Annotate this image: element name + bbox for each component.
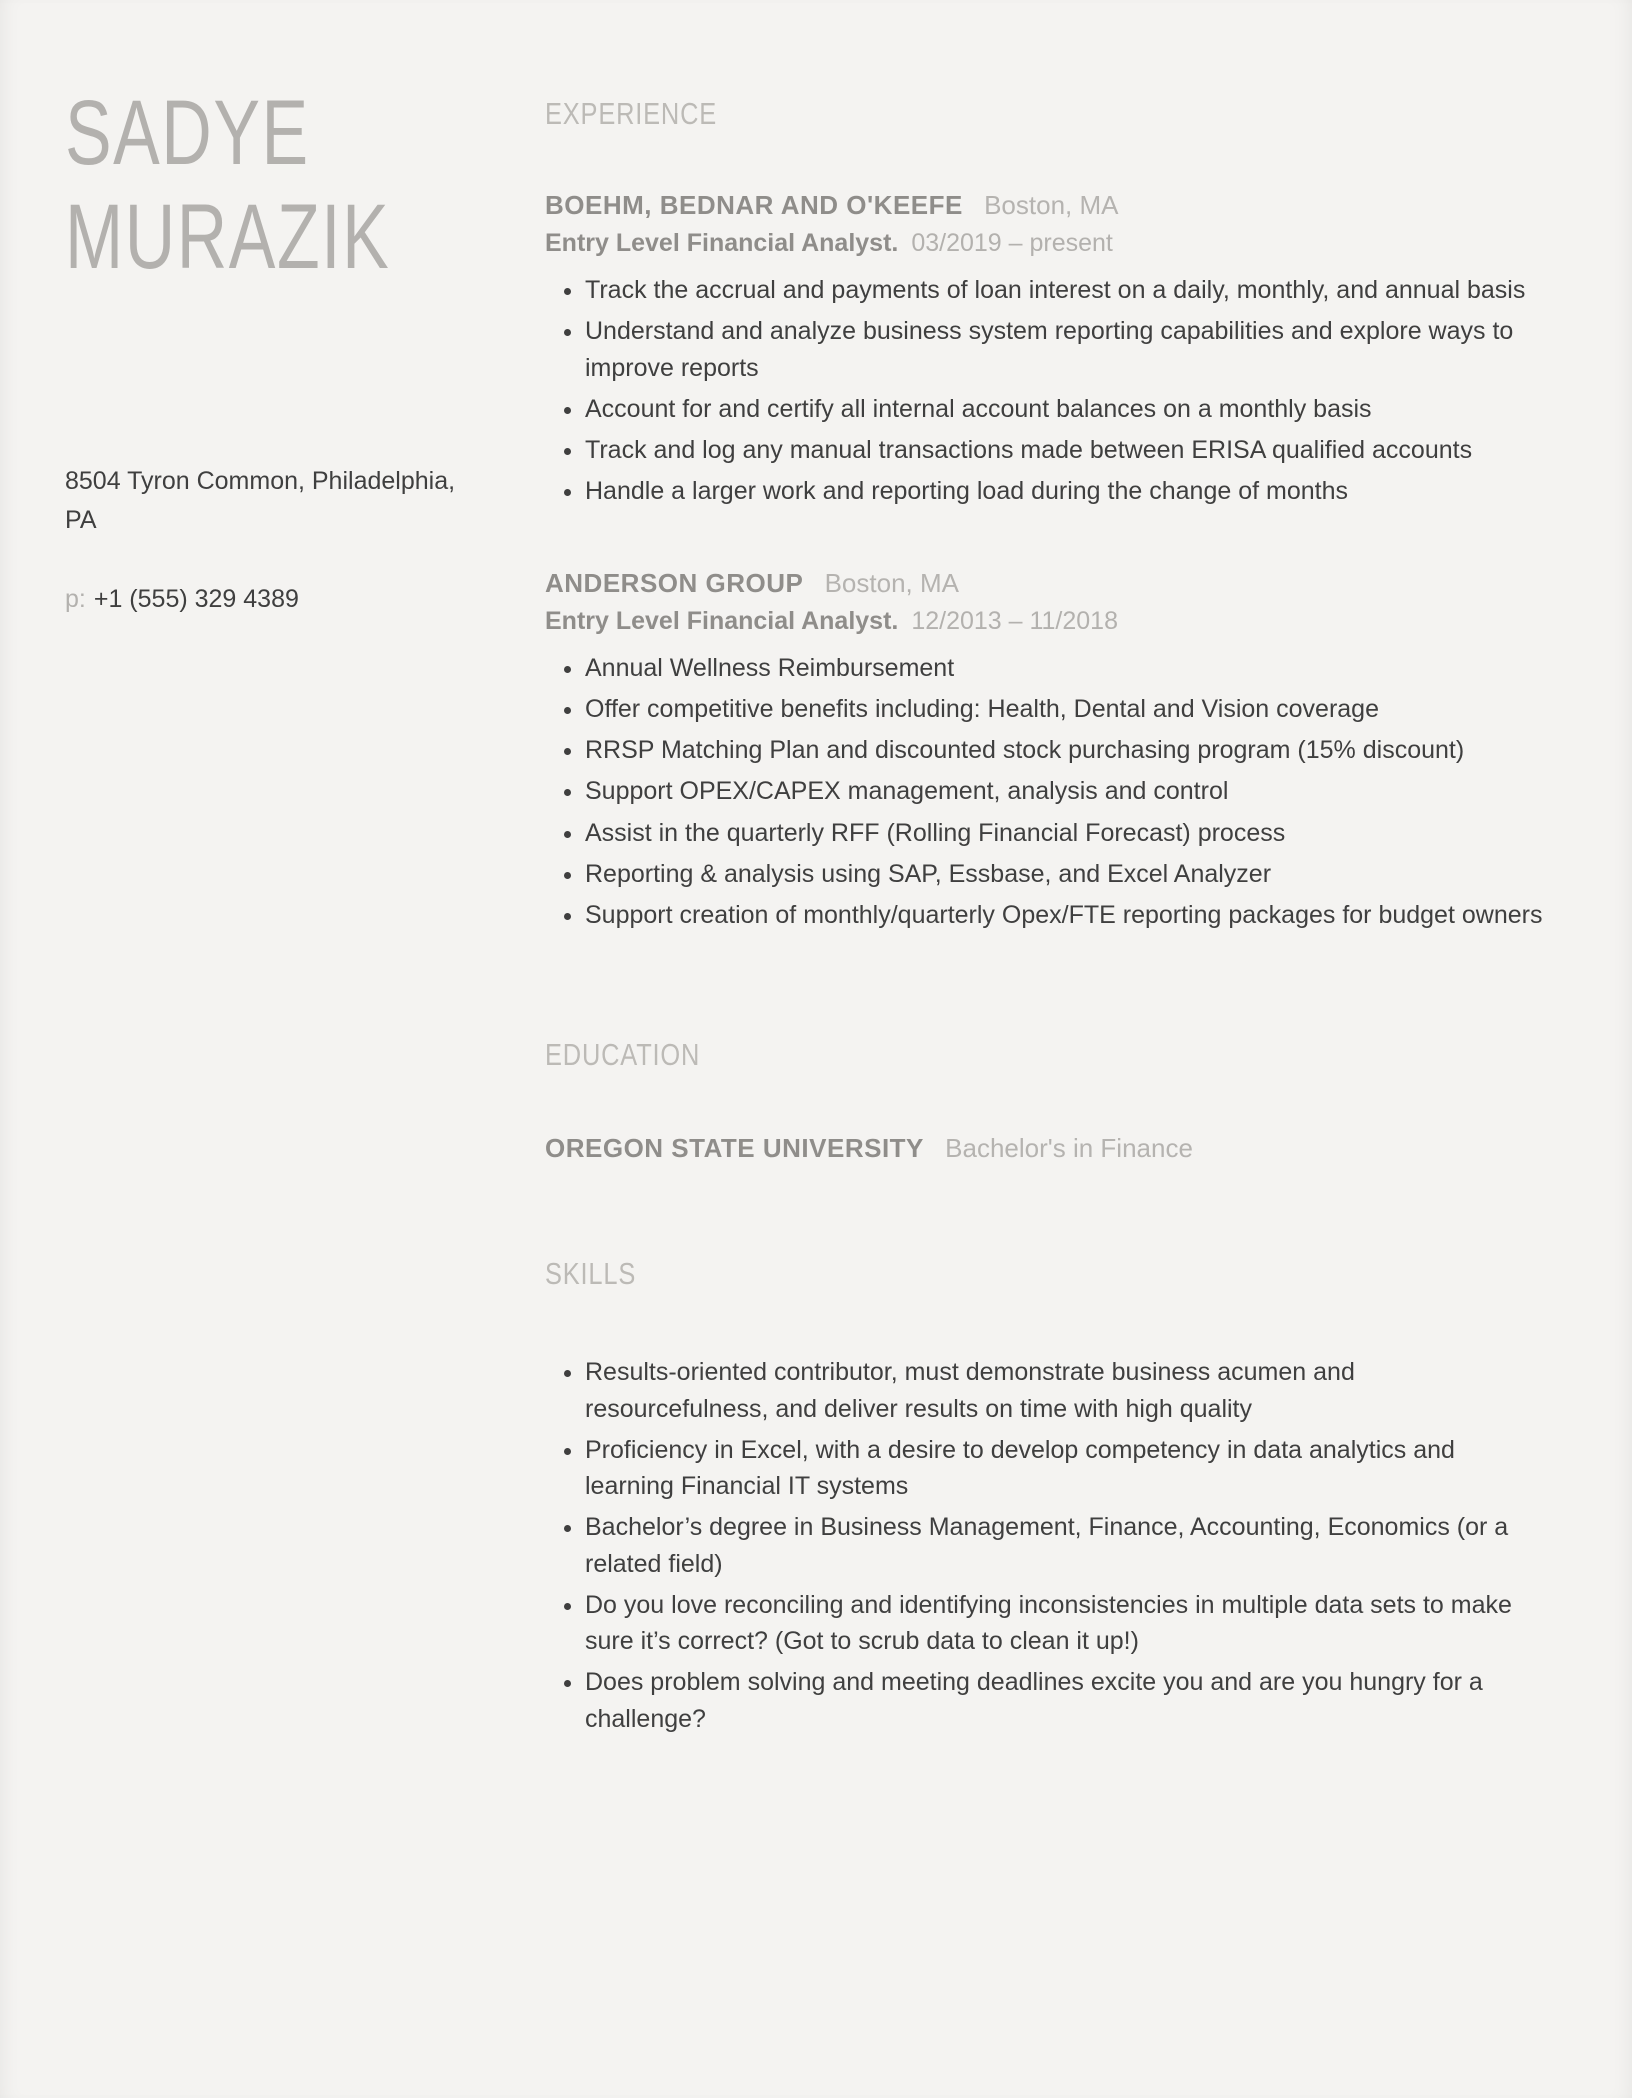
bullet-item: • Assist in the quarterly RFF (Rolling Financial Forecast) process bbox=[585, 815, 1545, 851]
degree-name: Bachelor's in Finance bbox=[945, 1133, 1193, 1164]
bullet-item: • Support OPEX/CAPEX management, analysis and control bbox=[585, 773, 1545, 809]
address-line1: 8504 Tyron Common, Philadelphia, bbox=[65, 466, 456, 495]
company-location: Boston, MA bbox=[824, 567, 959, 598]
address-block bbox=[65, 462, 545, 540]
education-entry bbox=[545, 1133, 1545, 1164]
bullet-item: • Results-oriented contributor, must demonstrate business acumen and resourcefulness, and deliver results on time with high quality bbox=[585, 1354, 1545, 1427]
bullet-item: • Account for and certify all internal account balances on a monthly basis bbox=[585, 391, 1545, 427]
bullet-item: • Annual Wellness Reimbursement bbox=[585, 650, 1545, 686]
job-subheader bbox=[545, 607, 1545, 636]
job-subheader bbox=[545, 229, 1545, 258]
candidate-name bbox=[65, 82, 545, 290]
job-header bbox=[545, 568, 1545, 599]
candidate-name-line2: MURAZIK bbox=[65, 185, 391, 288]
company-name: ANDERSON GROUP bbox=[545, 567, 804, 598]
school-name: OREGON STATE UNIVERSITY bbox=[545, 1133, 924, 1164]
phone-number: +1 (555) 329 4389 bbox=[93, 585, 299, 614]
skills-section-title: SKILLS bbox=[545, 1256, 637, 1292]
section-experience bbox=[545, 96, 1545, 933]
bullet-item: • Support creation of monthly/quarterly Opex/FTE reporting packages for budget owners bbox=[585, 897, 1545, 933]
job-bullets bbox=[545, 272, 1545, 510]
education-section-title: EDUCATION bbox=[545, 1037, 701, 1073]
skills-list bbox=[545, 1354, 1545, 1737]
job-entry bbox=[545, 568, 1545, 934]
company-name: BOEHM, BEDNAR AND O'KEEFE bbox=[545, 190, 963, 220]
address-line2: PA bbox=[65, 505, 97, 534]
section-education bbox=[545, 1037, 1545, 1164]
bullet-item: • Track and log any manual transactions made between ERISA qualified accounts bbox=[585, 432, 1545, 468]
bullet-item: • Bachelor’s degree in Business Management, Finance, Accounting, Economics (or a related field) bbox=[585, 1509, 1545, 1582]
bullet-item: • Understand and analyze business system reporting capabilities and explore ways to improve reports bbox=[585, 313, 1545, 386]
job-dates: 03/2019 – present bbox=[911, 229, 1113, 257]
phone-block bbox=[65, 585, 545, 614]
bullet-item: • RRSP Matching Plan and discounted stock purchasing program (15% discount) bbox=[585, 732, 1545, 768]
section-skills bbox=[545, 1256, 1545, 1737]
bullet-item: • Do you love reconciling and identifying inconsistencies in multiple data sets to make sure it’s correct? (Got to scrub data to clean it up!) bbox=[585, 1587, 1545, 1660]
job-bullets bbox=[545, 650, 1545, 934]
job-header bbox=[545, 190, 1545, 221]
candidate-name-line1: SADYE bbox=[65, 82, 310, 184]
bullet-item: • Reporting & analysis using SAP, Essbase, and Excel Analyzer bbox=[585, 856, 1545, 892]
bullet-item: • Offer competitive benefits including: Health, Dental and Vision coverage bbox=[585, 691, 1545, 727]
bullet-item: • Handle a larger work and reporting load during the change of months bbox=[585, 473, 1545, 509]
phone-label: p: bbox=[65, 585, 86, 614]
main-column bbox=[545, 82, 1625, 1742]
job-role: Entry Level Financial Analyst. bbox=[545, 606, 899, 635]
experience-section-title: EXPERIENCE bbox=[545, 96, 718, 131]
job-dates: 12/2013 – 11/2018 bbox=[911, 606, 1118, 635]
company-location: Boston, MA bbox=[984, 190, 1119, 220]
left-column bbox=[0, 82, 545, 1742]
job-role: Entry Level Financial Analyst. bbox=[545, 229, 899, 257]
bullet-item: • Track the accrual and payments of loan interest on a daily, monthly, and annual basis bbox=[585, 272, 1545, 308]
bullet-item: • Does problem solving and meeting deadlines excite you and are you hungry for a challenge? bbox=[585, 1664, 1545, 1737]
job-entry bbox=[545, 190, 1545, 510]
bullet-item: • Proficiency in Excel, with a desire to develop competency in data analytics and learning Financial IT systems bbox=[585, 1432, 1545, 1505]
